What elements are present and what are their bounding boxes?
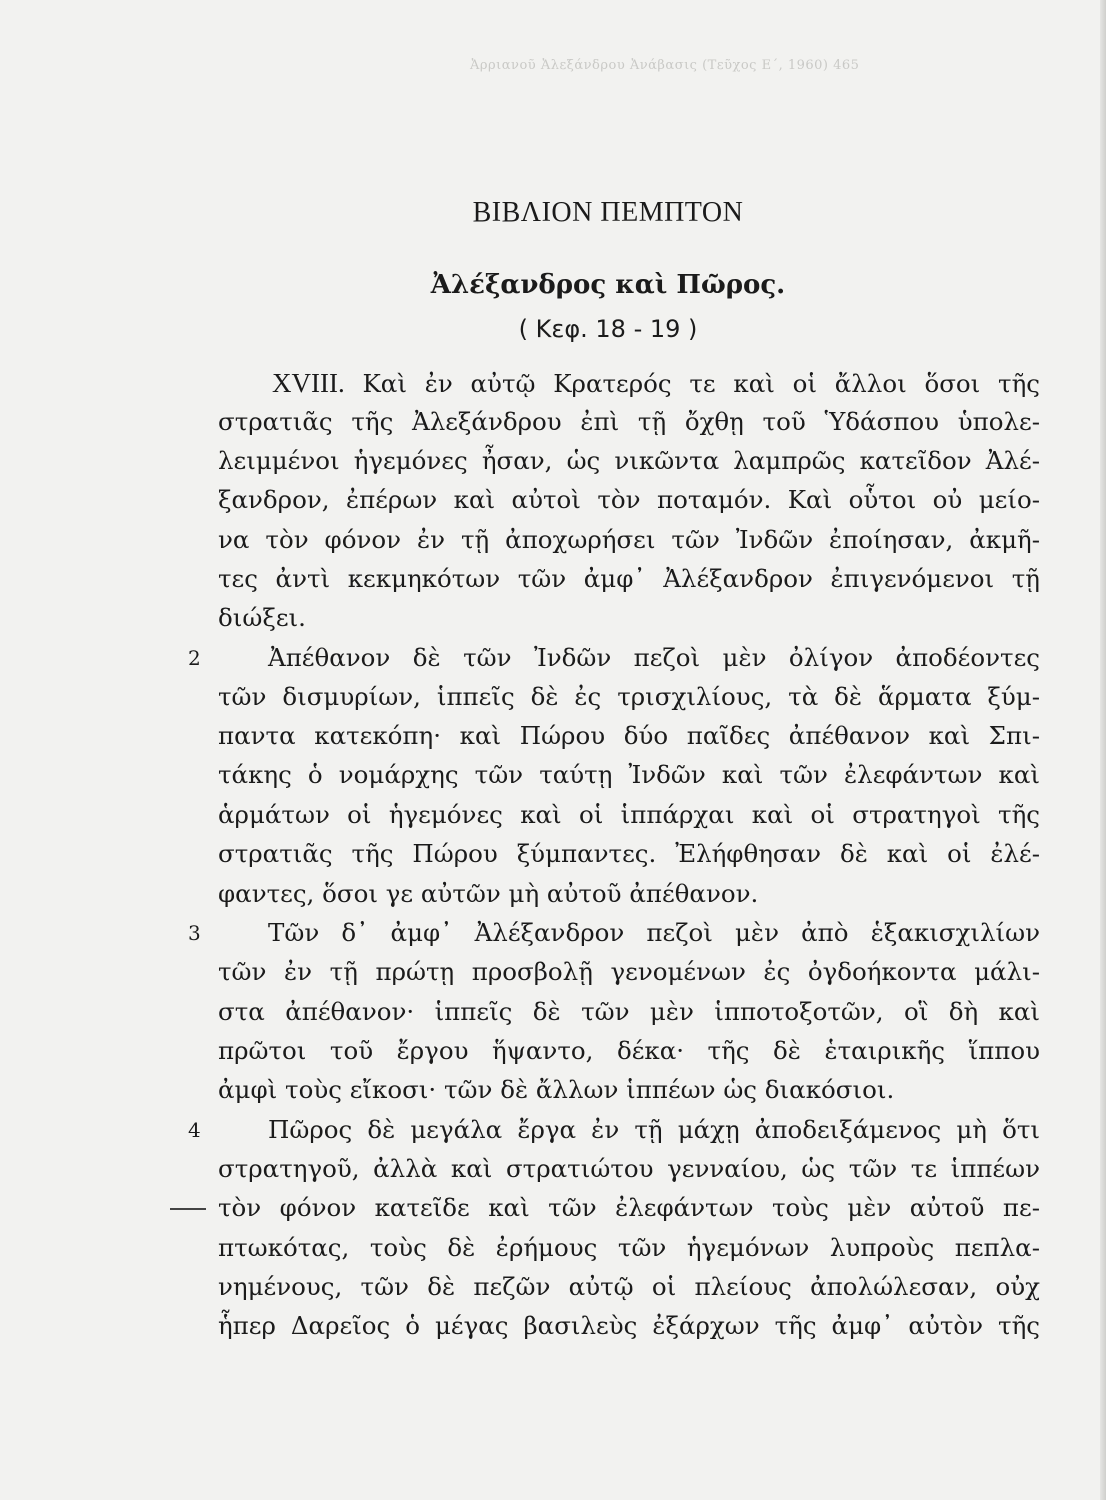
text-line: τῶν ἐν τῇ πρώτῃ προσβολῇ γενομένων ἐς ὀγδοήκοντα μάλι-: [218, 957, 1040, 986]
text-line: στα ἀπέθανον· ἱππεῖς δὲ τῶν μὲν ἱπποτοξοτῶν, οἳ δὴ καὶ: [218, 997, 1040, 1026]
book-title: ΒΙΒΛΙΟΝ ΠΕΜΠΤΟΝ: [472, 197, 744, 228]
text-line: στρατηγοῦ, ἀλλὰ καὶ στρατιώτου γενναίου, ὡς τῶν τε ἱππέων: [218, 1154, 1040, 1183]
text-line: Πῶρος δὲ μεγάλα ἔργα ἐν τῇ μάχῃ ἀποδειξάμενος μὴ ὅτι: [268, 1115, 1040, 1144]
text-line: τῶν δισμυρίων, ἱππεῖς δὲ ἐς τρισχιλίους, τὰ δὲ ἅρματα ξύμ-: [218, 682, 1040, 711]
text-line: στρατιᾶς τῆς Πώρου ξύμπαντες. Ἐλήφθησαν δὲ καὶ οἱ ἐλέ-: [218, 839, 1040, 868]
text-line: ἧπερ Δαρεῖος ὁ μέγας βασιλεὺς ἐξάρχων τῆς ἀμφ᾽ αὐτὸν τῆς: [218, 1311, 1040, 1340]
section-subtitle: Ἀλέξανδρος καὶ Πῶρος.: [430, 270, 786, 300]
paragraph-number: 3: [188, 921, 201, 945]
text-line: λειμμένοι ἡγεμόνες ἦσαν, ὡς νικῶντα λαμπρῶς κατεῖδον Ἀλέ-: [218, 446, 1040, 475]
text-line: ἀμφὶ τοὺς εἴκοσι· τῶν δὲ ἄλλων ἱππέων ὡς διακόσιοι.: [218, 1075, 895, 1104]
text-line: ξανδρον, ἐπέρων καὶ αὐτοὶ τὸν ποταμόν. Καὶ οὗτοι οὐ μείο-: [218, 485, 1040, 514]
paragraph-number: 4: [188, 1118, 201, 1142]
text-line: Ἀπέθανον δὲ τῶν Ἰνδῶν πεζοὶ μὲν ὀλίγον ἀποδέοντες: [268, 643, 1040, 672]
text-line: Τῶν δ᾽ ἀμφ᾽ Ἀλέξανδρον πεζοὶ μὲν ἀπὸ ἑξακισχιλίων: [268, 918, 1040, 947]
text-line: παντα κατεκόπη· καὶ Πώρου δύο παῖδες ἀπέθανον καὶ Σπι-: [218, 721, 1040, 750]
text-line: πρῶτοι τοῦ ἔργου ἥψαντο, δέκα· τῆς δὲ ἑταιρικῆς ἵππου: [218, 1036, 1040, 1065]
running-head-bleedthrough: Ἀρριανοῦ Ἀλεξάνδρου Ἀνάβασις (Τεῦχος Ε΄, 1960) 465: [470, 58, 860, 73]
chapter-reference: ( Κεφ. 18 - 19 ): [518, 315, 698, 343]
paragraph-number: 2: [188, 646, 201, 670]
text-line: διώξει.: [218, 603, 306, 632]
text-line: φαντες, ὅσοι γε αὐτῶν μὴ αὐτοῦ ἀπέθανον.: [218, 879, 759, 908]
section-number: XVIII.: [272, 368, 345, 398]
text-line: πτωκότας, τοὺς δὲ ἐρήμους τῶν ἡγεμόνων λυπροὺς πεπλα-: [218, 1233, 1040, 1262]
text-line: τες ἀντὶ κεκμηκότων τῶν ἀμφ᾽ Ἀλέξανδρον ἐπιγενόμενοι τῇ: [218, 564, 1040, 593]
text-line: [272, 365, 1040, 401]
text-line: τὸν φόνον κατεῖδε καὶ τῶν ἐλεφάντων τοὺς μὲν αὐτοῦ πε-: [218, 1193, 1040, 1222]
text-line: τάκης ὁ νομάρχης τῶν ταύτῃ Ἰνδῶν καὶ τῶν ἐλεφάντων καὶ: [218, 760, 1040, 789]
text-line: ἁρμάτων οἱ ἡγεμόνες καὶ οἱ ἱππάρχαι καὶ οἱ στρατηγοὶ τῆς: [218, 800, 1040, 829]
text-line: να τὸν φόνον ἐν τῇ ἀποχωρήσει τῶν Ἰνδῶν ἐποίησαν, ἀκμῆ-: [218, 525, 1040, 554]
text-line-content: Καὶ ἐν αὐτῷ Κρατερός τε καὶ οἱ ἄλλοι ὅσοι τῆς: [362, 369, 1040, 398]
text-line: νημένους, τῶν δὲ πεζῶν αὐτῷ οἱ πλείους ἀπολώλεσαν, οὐχ: [218, 1272, 1040, 1301]
margin-mark: [170, 1208, 206, 1210]
text-line: στρατιᾶς τῆς Ἀλεξάνδρου ἐπὶ τῇ ὄχθῃ τοῦ Ὑδάσπου ὑπολε-: [218, 407, 1040, 436]
